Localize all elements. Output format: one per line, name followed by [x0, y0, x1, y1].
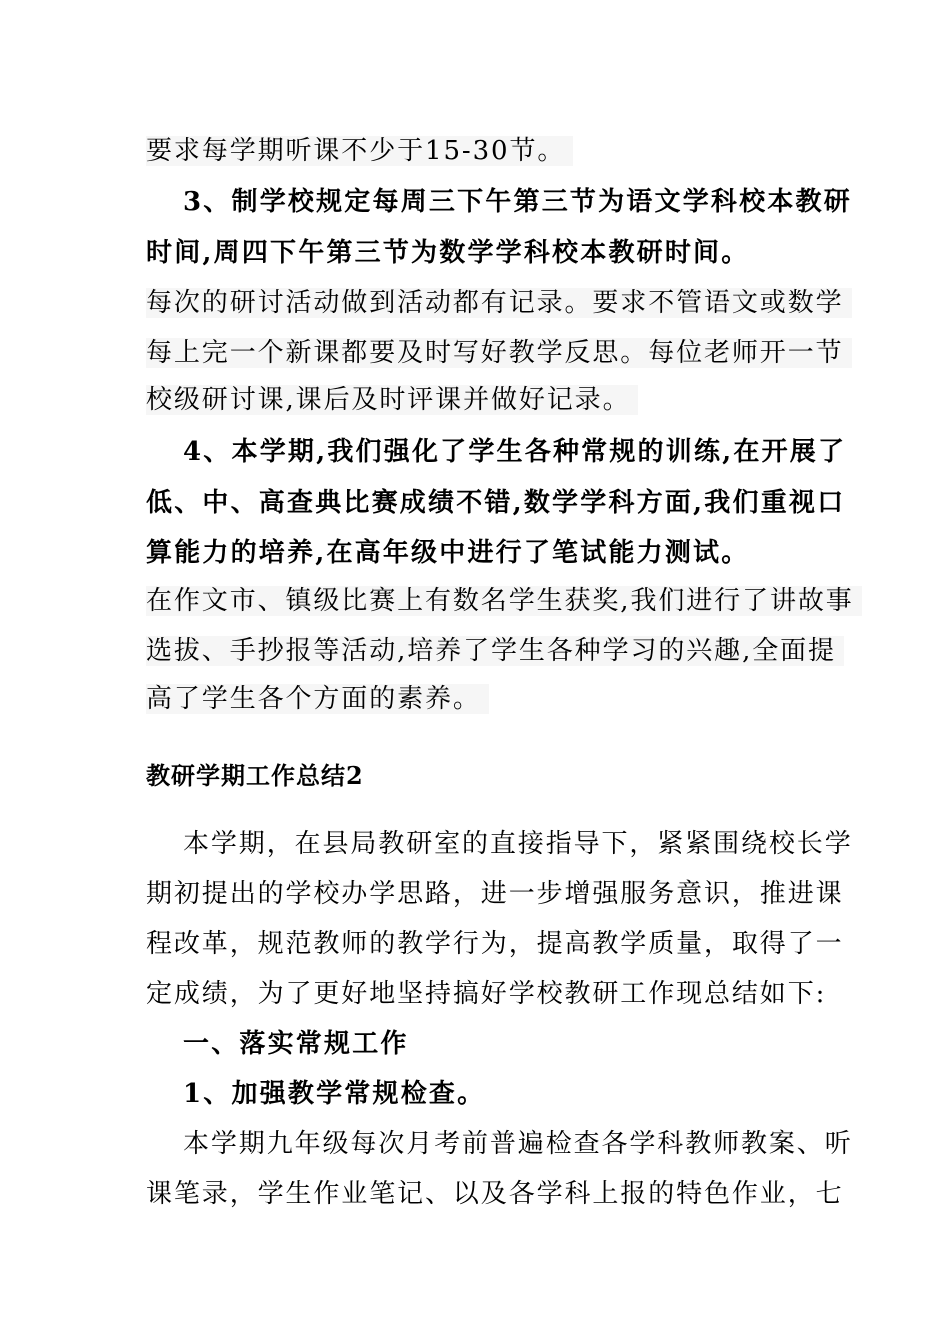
text-span: 要求每学期听课不少于15-30节。 — [146, 136, 573, 166]
text-line: 定成绩，为了更好地坚持搞好学校教研工作现总结如下: — [146, 979, 827, 1009]
bold-text-line: 低、中、高查典比赛成绩不错,数学学科方面,我们重视口 — [146, 488, 846, 518]
subheading: 1、加强教学常规检查。 — [183, 1079, 486, 1109]
text-line — [146, 634, 844, 668]
text-line — [146, 682, 489, 716]
text-span: 每次的研讨活动做到活动都有记录。要求不管语文或数学 — [146, 288, 852, 318]
text-span: 选拔、手抄报等活动,培养了学生各种学习的兴趣,全面提 — [146, 636, 844, 666]
subheading: 一、落实常规工作 — [183, 1029, 409, 1059]
bold-text-line: 3、制学校规定每周三下午第三节为语文学科校本教研 — [183, 187, 852, 217]
text-span: 在作文市、镇级比赛上有数名学生获奖,我们进行了讲故事 — [146, 586, 862, 616]
section-heading: 教研学期工作总结2 — [146, 761, 364, 790]
text-line — [146, 134, 573, 168]
text-line — [146, 383, 638, 417]
text-line — [146, 336, 852, 370]
text-line: 期初提出的学校办学思路，进一步增强服务意识，推进课 — [146, 879, 844, 909]
text-span: 高了学生各个方面的素养。 — [146, 684, 489, 714]
text-line — [146, 286, 852, 320]
bold-text-line: 时间,周四下午第三节为数学学科校本教研时间。 — [146, 238, 750, 268]
text-line: 课笔录，学生作业笔记、以及各学科上报的特色作业，七 — [146, 1179, 844, 1209]
bold-text-line: 算能力的培养,在高年级中进行了笔试能力测试。 — [146, 538, 750, 568]
text-line: 本学期九年级每次月考前普遍检查各学科教师教案、听 — [183, 1129, 853, 1159]
text-line — [146, 584, 862, 618]
text-span: 每上完一个新课都要及时写好教学反思。每位老师开一节 — [146, 338, 852, 368]
bold-text-line: 4、本学期,我们强化了学生各种常规的训练,在开展了 — [183, 437, 847, 467]
text-line: 本学期，在县局教研室的直接指导下，紧紧围绕校长学 — [183, 829, 853, 859]
text-span: 校级研讨课,课后及时评课并做好记录。 — [146, 385, 638, 415]
text-line: 程改革，规范教师的教学行为，提高教学质量，取得了一 — [146, 929, 844, 959]
